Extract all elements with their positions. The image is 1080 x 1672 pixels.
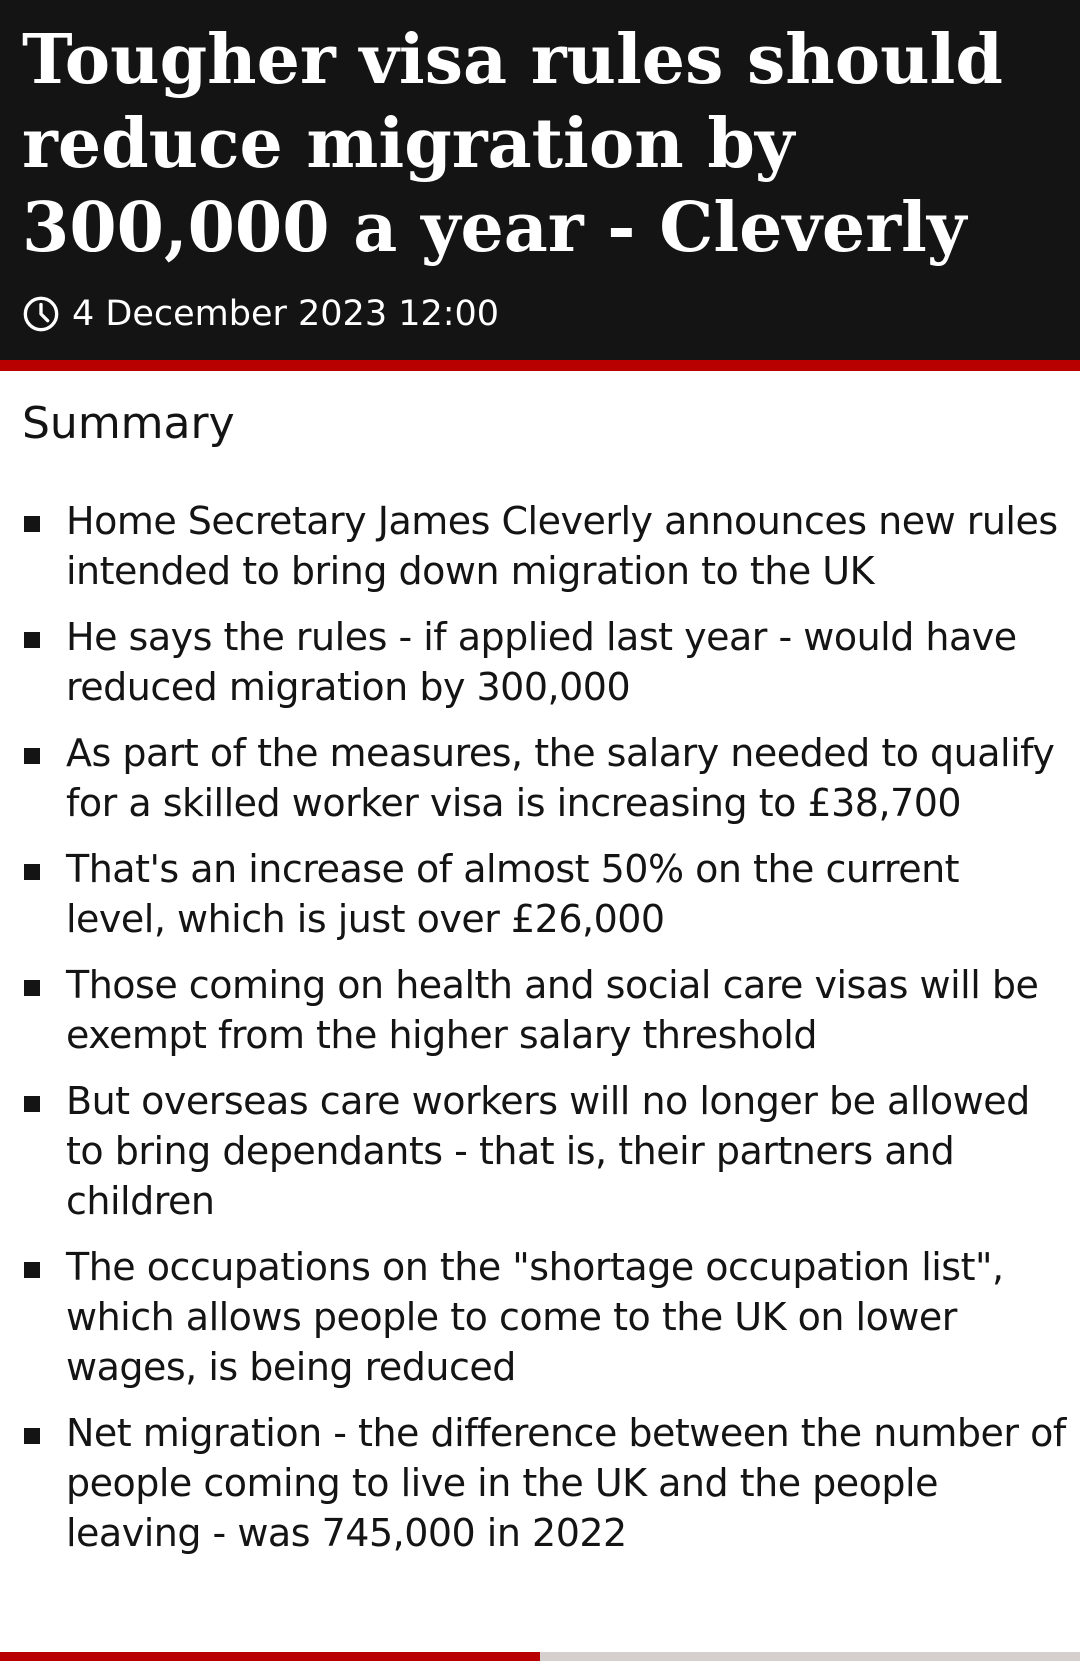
bullet-icon — [24, 516, 40, 532]
bullet-icon — [24, 980, 40, 996]
summary-item-text: But overseas care workers will no longer be allowed to bring dependants - that is, their partners and children — [66, 1079, 1030, 1223]
list-item — [0, 496, 1080, 596]
reading-progress-bar — [0, 1652, 1080, 1661]
summary-item-text: Those coming on health and social care visas will be exempt from the higher salary threshold — [66, 963, 1039, 1057]
bullet-icon — [24, 864, 40, 880]
list-item — [0, 728, 1080, 828]
summary-item-text: That's an increase of almost 50% on the current level, which is just over £26,000 — [66, 847, 960, 941]
timestamp-text: 4 December 2023 12:00 — [72, 294, 500, 334]
list-item — [0, 1076, 1080, 1226]
bullet-icon — [24, 1096, 40, 1112]
summary-item-text: He says the rules - if applied last year - would have reduced migration by 300,000 — [66, 615, 1017, 709]
list-item — [0, 844, 1080, 944]
published-timestamp — [22, 292, 499, 336]
headline: Tougher visa rules should reduce migration by 300,000 a year - Cleverly — [22, 20, 1003, 268]
bullet-icon — [24, 1262, 40, 1278]
bullet-icon — [24, 632, 40, 648]
list-item — [0, 612, 1080, 712]
header-divider — [0, 360, 1080, 371]
list-item — [0, 1242, 1080, 1392]
article-header — [0, 0, 1080, 360]
clock-icon — [22, 295, 60, 333]
bullet-icon — [24, 748, 40, 764]
list-item — [0, 1408, 1080, 1558]
summary-item-text: Net migration - the difference between the number of people coming to live in the UK and the people leaving - was 745,000 in 2022 — [66, 1411, 1066, 1555]
bullet-icon — [24, 1428, 40, 1444]
summary-item-text: Home Secretary James Cleverly announces new rules intended to bring down migration to the UK — [66, 499, 1058, 593]
reading-progress-fill — [0, 1652, 540, 1661]
summary-item-text: As part of the measures, the salary needed to qualify for a skilled worker visa is increasing to £38,700 — [66, 731, 1055, 825]
summary-title: Summary — [22, 398, 235, 449]
summary-item-text: The occupations on the "shortage occupation list", which allows people to come to the UK on lower wages, is being reduced — [66, 1245, 1004, 1389]
list-item — [0, 960, 1080, 1060]
summary-list — [0, 496, 1080, 1574]
